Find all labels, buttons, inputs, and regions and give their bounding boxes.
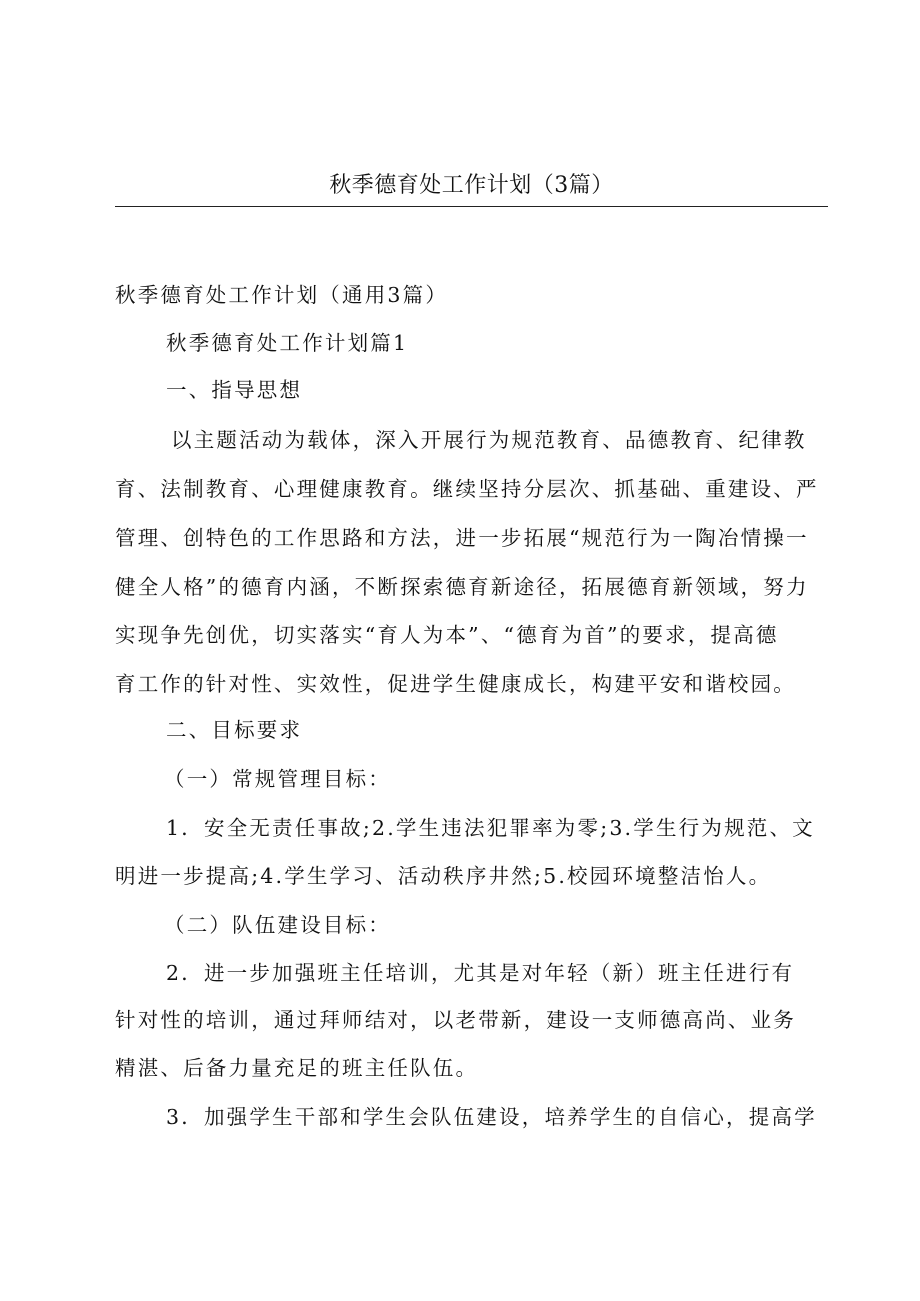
section-heading-goals: 二、目标要求 bbox=[166, 718, 303, 742]
list-item-line: 精湛、后备力量充足的班主任队伍。 bbox=[115, 1056, 479, 1080]
part-title: 秋季德育处工作计划篇1 bbox=[166, 331, 409, 355]
list-item-line: 2．进一步加强班主任培训，尤其是对年轻（新）班主任进行有 bbox=[166, 961, 795, 985]
paragraph-line: 健全人格”的德育内涵，不断探索德育新途径，拓展德育新领域，努力 bbox=[115, 575, 809, 599]
document-header bbox=[115, 170, 828, 207]
list-item-line: 针对性的培训，通过拜师结对，以老带新，建设一支师德高尚、业务 bbox=[115, 1008, 796, 1032]
paragraph-line: 管理、创特色的工作思路和方法，进一步拓展“规范行为一陶冶情操一 bbox=[115, 526, 809, 550]
subsection-heading-routine-management: （一）常规管理目标： bbox=[164, 767, 391, 791]
paragraph-line: 育工作的针对性、实效性，促进学生健康成长，构建平安和谐校园。 bbox=[115, 672, 796, 696]
paragraph-line: 育、法制教育、心理健康教育。继续坚持分层次、抓基础、重建设、严 bbox=[115, 477, 819, 501]
section-heading-guiding-ideology: 一、指导思想 bbox=[166, 378, 303, 402]
list-item-line: 3．加强学生干部和学生会队伍建设，培养学生的自信心，提高学 bbox=[166, 1105, 817, 1129]
list-item-line: 1．安全无责任事故;2.学生违法犯罪率为零;3.学生行为规范、文 bbox=[166, 816, 815, 840]
paragraph-line: 实现争先创优，切实落实“育人为本”、“德育为首”的要求，提高德 bbox=[115, 623, 779, 647]
list-item-line: 明进一步提高;4.学生学习、活动秩序井然;5.校园环境整洁怡人。 bbox=[115, 864, 772, 888]
subsection-heading-team-building: （二）队伍建设目标： bbox=[164, 913, 391, 937]
document-title: 秋季德育处工作计划（3篇） bbox=[329, 173, 614, 198]
paragraph-line: 以主题活动为载体，深入开展行为规范教育、品德教育、纪律教 bbox=[171, 428, 807, 452]
document-subtitle: 秋季德育处工作计划（通用3篇） bbox=[115, 283, 449, 307]
